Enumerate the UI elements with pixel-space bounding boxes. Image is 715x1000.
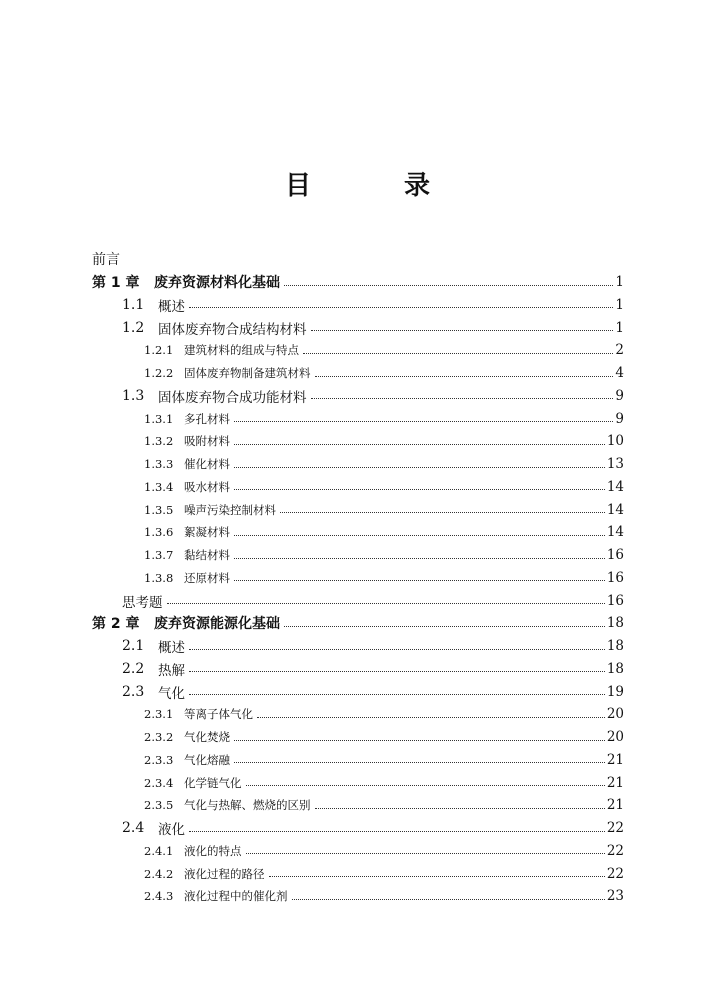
dot-leader — [189, 671, 605, 672]
toc-entry-subsection[interactable] — [92, 726, 624, 749]
dot-leader — [311, 398, 614, 399]
toc-entry-section[interactable] — [92, 294, 624, 317]
toc-entry-number: 1.3.1 — [144, 411, 174, 426]
toc-entry-title: 催化材料 — [184, 457, 230, 472]
toc-entry-number: 2.3.5 — [144, 798, 174, 813]
toc-entry-section[interactable] — [92, 635, 624, 658]
dot-leader — [234, 489, 605, 490]
dot-leader — [269, 876, 605, 877]
toc-entry-page-number: 1 — [615, 274, 624, 291]
toc-entry-subsection[interactable] — [92, 703, 624, 726]
toc-entry-subsection[interactable] — [92, 749, 624, 772]
toc-entry-subsection[interactable] — [92, 407, 624, 430]
dot-leader — [315, 808, 605, 809]
page-title: 目 录 — [284, 171, 473, 201]
toc-entry-page-number: 18 — [606, 660, 624, 677]
toc-entry-number: 1.3 — [122, 387, 145, 404]
toc-entry-page-number: 21 — [606, 797, 624, 814]
toc-entry-number: 1.2.1 — [144, 343, 174, 358]
toc-entry-number: 1.3.8 — [144, 570, 174, 585]
toc-entry-subsection[interactable] — [92, 521, 624, 544]
dot-leader — [234, 467, 605, 468]
toc-entry-title: 吸水材料 — [184, 479, 230, 494]
toc-entry-title: 气化 — [158, 685, 185, 702]
dot-leader — [234, 558, 605, 559]
toc-entry-subsection[interactable] — [92, 567, 624, 590]
dot-leader — [280, 512, 605, 513]
toc-entry-page-number: 14 — [606, 478, 624, 495]
toc-entry-title: 等离子体气化 — [184, 707, 253, 722]
toc-entry-title: 液化过程的路径 — [184, 866, 265, 881]
dot-leader — [234, 762, 605, 763]
toc-entry-number: 2.3.2 — [144, 730, 174, 745]
toc-entry-page-number: 22 — [606, 842, 624, 859]
toc-entry-title: 废弃资源能源化基础 — [154, 616, 280, 633]
toc-entry-title: 思考题 — [122, 594, 163, 611]
dot-leader — [303, 353, 613, 354]
toc-entry-number: 2.4 — [122, 820, 145, 837]
toc-entry-title: 建筑材料的组成与特点 — [184, 343, 299, 358]
dot-leader — [189, 694, 605, 695]
dot-leader — [189, 649, 605, 650]
toc-entry-title: 概述 — [158, 298, 185, 315]
toc-entry-number: 1.3.2 — [144, 434, 174, 449]
toc-entry-subsection[interactable] — [92, 771, 624, 794]
dot-leader — [257, 717, 605, 718]
dot-leader — [234, 444, 605, 445]
toc-entry-number: 1.2 — [122, 319, 145, 336]
toc-entry-title: 黏结材料 — [184, 548, 230, 563]
toc-entry-title: 热解 — [158, 662, 185, 679]
dot-leader — [246, 853, 605, 854]
toc-entry-subsection[interactable] — [92, 862, 624, 885]
toc-entry-number: 1.3.4 — [144, 479, 174, 494]
dot-leader — [246, 785, 605, 786]
toc-entry-subsection[interactable] — [92, 840, 624, 863]
toc-entry-page-number: 10 — [606, 433, 624, 450]
toc-entry-title: 多孔材料 — [184, 411, 230, 426]
toc-entry-page-number: 20 — [606, 729, 624, 746]
toc-entry-title: 噪声污染控制材料 — [184, 502, 276, 517]
toc-entry-subsection[interactable] — [92, 885, 624, 908]
toc-preface[interactable] — [92, 248, 624, 271]
toc-entry-title: 气化熔融 — [184, 752, 230, 767]
toc-entry-number: 2.4.1 — [144, 843, 174, 858]
toc-entry-page-number: 23 — [606, 888, 624, 905]
toc-entry-page-number: 13 — [606, 456, 624, 473]
toc-entry-subsection[interactable] — [92, 453, 624, 476]
toc-entry-subsection[interactable] — [92, 794, 624, 817]
toc-entry-page-number: 4 — [615, 365, 624, 382]
toc-entry-number: 2.4.3 — [144, 889, 174, 904]
toc-entry-page-number: 1 — [615, 296, 624, 313]
toc-entry-subsection[interactable] — [92, 544, 624, 567]
table-of-contents — [92, 248, 624, 908]
toc-entry-section[interactable] — [92, 817, 624, 840]
toc-entry-page-number: 16 — [606, 592, 624, 609]
toc-entry-page-number: 19 — [606, 683, 624, 700]
toc-entry-page-number: 14 — [606, 501, 624, 518]
toc-entry-page-number: 16 — [606, 569, 624, 586]
dot-leader — [234, 740, 605, 741]
dot-leader — [234, 580, 605, 581]
toc-entry-title: 液化 — [158, 822, 185, 839]
dot-leader — [284, 285, 613, 286]
toc-entry-title: 固体废弃物合成功能材料 — [158, 389, 307, 406]
toc-entry-number: 1.2.2 — [144, 366, 174, 381]
toc-entry-number: 1.3.5 — [144, 502, 174, 517]
toc-entry-section[interactable] — [92, 658, 624, 681]
toc-entry-number: 第 1 章 — [92, 275, 140, 292]
toc-entry-title: 概述 — [158, 640, 185, 657]
toc-entry-exercise[interactable] — [92, 589, 624, 612]
dot-leader — [315, 376, 614, 377]
toc-entry-page-number: 2 — [615, 342, 624, 359]
toc-entry-subsection[interactable] — [92, 430, 624, 453]
toc-entry-title: 气化焚烧 — [184, 730, 230, 745]
dot-leader — [189, 307, 613, 308]
toc-entry-page-number: 16 — [606, 547, 624, 564]
toc-entry-page-number: 9 — [615, 410, 624, 427]
toc-entry-section[interactable] — [92, 316, 624, 339]
toc-entry-page-number: 21 — [606, 751, 624, 768]
toc-entry-number: 1.1 — [122, 296, 145, 313]
toc-entry-chapter[interactable] — [92, 271, 624, 294]
toc-entry-number: 2.2 — [122, 660, 145, 677]
toc-entry-number: 2.4.2 — [144, 866, 174, 881]
toc-entry-number: 1.3.7 — [144, 548, 174, 563]
dot-leader — [234, 421, 613, 422]
toc-entry-number: 第 2 章 — [92, 616, 140, 633]
toc-entry-section[interactable] — [92, 385, 624, 408]
toc-entry-number: 2.1 — [122, 638, 145, 655]
toc-entry-page-number: 14 — [606, 524, 624, 541]
toc-entry-subsection[interactable] — [92, 339, 624, 362]
dot-leader — [189, 831, 605, 832]
toc-entry-page-number: 18 — [606, 638, 624, 655]
toc-entry-title: 废弃资源材料化基础 — [154, 275, 280, 292]
toc-entry-title: 液化的特点 — [184, 843, 242, 858]
toc-entry-subsection[interactable] — [92, 476, 624, 499]
dot-leader — [311, 330, 614, 331]
dot-leader — [167, 603, 605, 604]
dot-leader — [284, 626, 605, 627]
toc-preface-label: 前言 — [92, 252, 120, 269]
toc-entry-page-number: 22 — [606, 865, 624, 882]
toc-entry-number: 2.3.4 — [144, 775, 174, 790]
toc-entry-title: 絮凝材料 — [184, 525, 230, 540]
toc-entry-number: 1.3.3 — [144, 457, 174, 472]
toc-entry-subsection[interactable] — [92, 498, 624, 521]
toc-entry-number: 2.3 — [122, 683, 145, 700]
toc-entry-page-number: 1 — [615, 319, 624, 336]
toc-entry-title: 固体废弃物合成结构材料 — [158, 321, 307, 338]
toc-entry-number: 1.3.6 — [144, 525, 174, 540]
toc-entry-title: 化学链气化 — [184, 775, 242, 790]
toc-entry-title: 吸附材料 — [184, 434, 230, 449]
toc-entry-page-number: 18 — [606, 615, 624, 632]
dot-leader — [292, 899, 605, 900]
toc-entry-number: 2.3.1 — [144, 707, 174, 722]
toc-entry-title: 气化与热解、燃烧的区别 — [184, 798, 311, 813]
toc-entry-subsection[interactable] — [92, 362, 624, 385]
toc-entry-title: 固体废弃物制备建筑材料 — [184, 366, 311, 381]
toc-entry-page-number: 22 — [606, 820, 624, 837]
toc-entry-page-number: 20 — [606, 706, 624, 723]
toc-entry-page-number: 9 — [615, 387, 624, 404]
toc-entry-number: 2.3.3 — [144, 752, 174, 767]
toc-entry-section[interactable] — [92, 680, 624, 703]
dot-leader — [234, 535, 605, 536]
toc-entry-title: 还原材料 — [184, 570, 230, 585]
toc-entry-chapter[interactable] — [92, 612, 624, 635]
toc-entry-title: 液化过程中的催化剂 — [184, 889, 288, 904]
toc-entry-page-number: 21 — [606, 774, 624, 791]
